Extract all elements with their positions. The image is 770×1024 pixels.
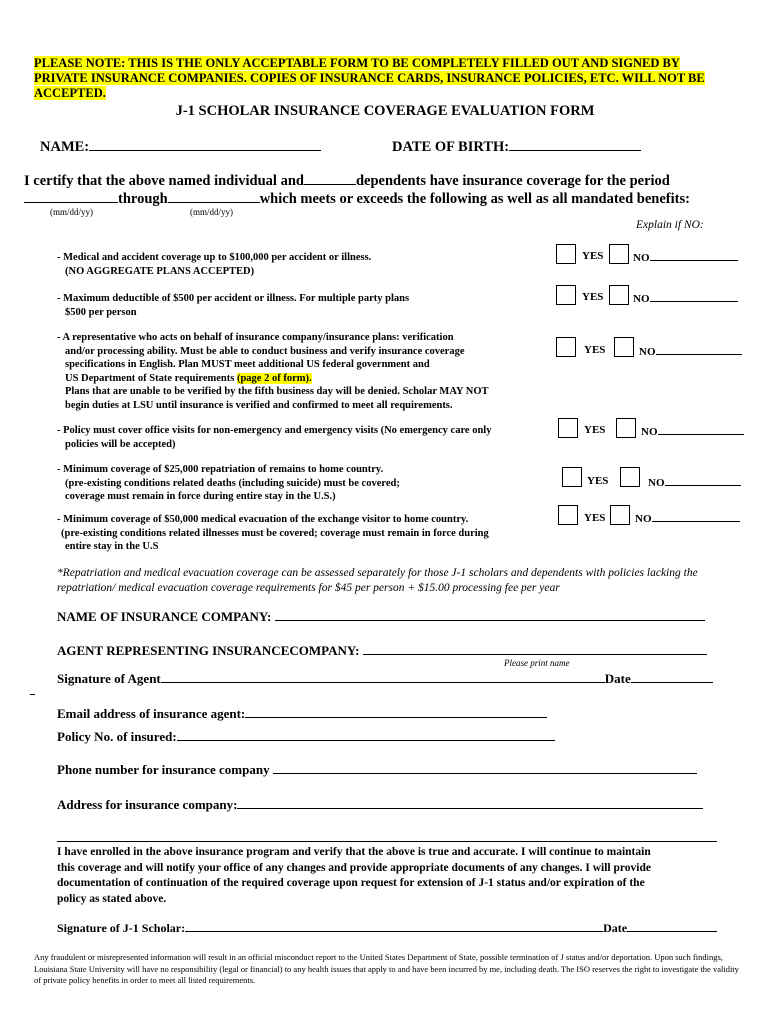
- no-checkbox-6[interactable]: [610, 505, 630, 525]
- policy-field[interactable]: [177, 729, 555, 741]
- address-row: [57, 797, 703, 813]
- yes-label: YES: [582, 250, 604, 262]
- agent-date-field[interactable]: [631, 671, 713, 683]
- policy-row: [57, 729, 555, 745]
- item-line: - Medical and accident coverage up to $100,000 per accident or illness.: [57, 252, 372, 263]
- yes-checkbox-1[interactable]: [556, 244, 576, 264]
- explain-label: Explain if NO:: [636, 219, 704, 231]
- explain-field-1[interactable]: [650, 250, 738, 261]
- item-line: - Minimum coverage of $50,000 medical evacuation of the exchange visitor to home country.: [57, 514, 469, 525]
- requirement-item-3: [57, 331, 537, 413]
- agent-field[interactable]: [363, 643, 707, 655]
- company-field[interactable]: [275, 609, 705, 621]
- dob-field[interactable]: [509, 138, 641, 151]
- yes-checkbox-6[interactable]: [558, 505, 578, 525]
- no-checkbox-2[interactable]: [609, 285, 629, 305]
- scholar-signature-field[interactable]: [185, 920, 603, 932]
- item-line: $500 per person: [65, 306, 137, 318]
- name-row: [40, 138, 321, 156]
- no-label: NO: [639, 346, 656, 358]
- item-line: - Policy must cover office visits for non-emergency and emergency visits (No emergency care only: [57, 425, 492, 436]
- requirement-item-6: [57, 513, 537, 554]
- scholar-date-label: Date: [603, 921, 628, 935]
- explain-field-6[interactable]: [652, 511, 740, 522]
- yes-label: YES: [582, 291, 604, 303]
- item-line: - Maximum deductible of $500 per accident or illness. For multiple party plans: [57, 293, 410, 304]
- yes-label: YES: [584, 512, 606, 524]
- item-line: entire stay in the U.S: [65, 541, 159, 553]
- agent-label: AGENT REPRESENTING INSURANCECOMPANY:: [57, 643, 360, 658]
- yes-checkbox-5[interactable]: [562, 467, 582, 487]
- no-row-5: [648, 475, 741, 489]
- date-hint-end: (mm/dd/yy): [190, 207, 233, 217]
- item-line: (pre-existing conditions related illnesses must be covered; coverage must remain in force during: [61, 527, 489, 539]
- company-row: [57, 609, 705, 625]
- item-line: (NO AGGREGATE PLANS ACCEPTED): [65, 265, 255, 277]
- agent-row: [57, 643, 707, 659]
- agent-signature-field[interactable]: [161, 671, 605, 683]
- scholar-signature-label: Signature of J-1 Scholar:: [57, 921, 186, 935]
- email-field[interactable]: [245, 706, 547, 718]
- no-row-4: [641, 424, 744, 438]
- requirement-item-5: [57, 463, 537, 504]
- no-label: NO: [648, 477, 665, 489]
- no-checkbox-1[interactable]: [609, 244, 629, 264]
- dob-row: [392, 138, 641, 156]
- dependents-count-field[interactable]: [304, 172, 356, 185]
- explain-field-3[interactable]: [656, 344, 742, 355]
- no-row-2: [633, 291, 738, 305]
- item-line: - Minimum coverage of $25,000 repatriation of remains to home country.: [57, 464, 384, 475]
- enrollment-statement: I have enrolled in the above insurance program and verify that the above is true and accurate. I will continue to maintain this coverage and will notify your office of any changes and provide appropriate documents of any changes. I will provide documentation of continuation of the required coverage upon request for extension of J-1 status and/or expiration of the policy as stated above.: [57, 846, 651, 905]
- phone-field[interactable]: [273, 762, 697, 774]
- page-2-highlight: (page 2 of form).: [236, 372, 312, 384]
- agent-signature-row: [57, 671, 713, 687]
- requirement-item-2: [57, 292, 537, 319]
- policy-label: Policy No. of insured:: [57, 729, 177, 744]
- no-row-1: [633, 250, 738, 264]
- no-row-3: [639, 344, 742, 358]
- stray-mark: [30, 694, 35, 695]
- explain-field-5[interactable]: [665, 475, 741, 486]
- yes-checkbox-4[interactable]: [558, 418, 578, 438]
- scholar-date-field[interactable]: [627, 920, 717, 932]
- phone-row: [57, 762, 697, 778]
- item-line: Plans that are unable to be verified by the fifth business day will be denied. Scholar MAY NOT: [65, 386, 489, 398]
- notice-text: PLEASE NOTE: THIS IS THE ONLY ACCEPTABLE FORM TO BE COMPLETELY FILLED OUT AND SIGNED BY PRIVATE INSURANCE COMPANIES. COPIES OF INSURANCE CARDS, INSURANCE POLICIES, ETC. WILL NOT BE ACCEPTED.: [34, 56, 705, 100]
- agent-signature-label: Signature of Agent: [57, 671, 161, 686]
- no-checkbox-5[interactable]: [620, 467, 640, 487]
- item-line: (pre-existing conditions related deaths (including suicide) must be covered;: [65, 477, 400, 489]
- email-label: Email address of insurance agent:: [57, 706, 246, 721]
- yes-checkbox-3[interactable]: [556, 337, 576, 357]
- item-line: begin duties at LSU until insurance is verified and confirmed to meet all requirements.: [65, 399, 453, 411]
- no-checkbox-3[interactable]: [614, 337, 634, 357]
- cert-text-4: which meets or exceeds the following as well as all mandated benefits:: [259, 191, 690, 207]
- no-label: NO: [633, 293, 650, 305]
- agent-date-label: Date: [604, 671, 631, 686]
- item-line: and/or processing ability. Must be able to conduct business and verify insurance coverage: [65, 345, 465, 357]
- no-label: NO: [641, 426, 658, 438]
- no-label: NO: [633, 252, 650, 264]
- item-line: - A representative who acts on behalf of insurance company/insurance plans: verification: [57, 332, 454, 343]
- phone-label: Phone number for insurance company: [57, 762, 270, 777]
- period-start-field[interactable]: [24, 190, 118, 203]
- cert-text-1: I certify that the above named individual and: [24, 173, 304, 189]
- form-title: J-1 SCHOLAR INSURANCE COVERAGE EVALUATION FORM: [175, 103, 595, 119]
- explain-field-2[interactable]: [650, 291, 738, 302]
- print-name-hint: Please print name: [504, 658, 570, 668]
- dob-label: DATE OF BIRTH:: [392, 139, 510, 155]
- item-line: policies will be accepted): [65, 438, 176, 450]
- yes-label: YES: [587, 475, 609, 487]
- footer-disclaimer: Any fraudulent or misrepresented information will result in an official misconduct report to the United States Department of State, possible termination of J status and/or deportation. Upon such findings, Louisiana State University will have no responsibility (legal or financial) to any health issues that apply to and have been incurred by me, including death. The ISO reserves the right to investigate the validity of private policy benefits in order to meet all listed requirements.: [34, 952, 739, 985]
- explain-field-4[interactable]: [658, 424, 744, 435]
- cert-text-3: through: [118, 191, 168, 207]
- address-field-line-2[interactable]: [57, 841, 717, 842]
- name-field[interactable]: [89, 138, 321, 151]
- certification: [24, 172, 690, 208]
- company-label: NAME OF INSURANCE COMPANY:: [57, 609, 272, 624]
- requirement-item-4: [57, 424, 537, 451]
- notice: [34, 56, 734, 101]
- yes-label: YES: [584, 424, 606, 436]
- address-field[interactable]: [237, 797, 703, 809]
- period-end-field[interactable]: [168, 190, 260, 203]
- date-hint-start: (mm/dd/yy): [50, 207, 93, 217]
- item-line: specifications in English. Plan MUST meet additional US federal government and: [65, 359, 430, 371]
- yes-checkbox-2[interactable]: [556, 285, 576, 305]
- item-line: US Department of State requirements: [65, 372, 237, 384]
- name-label: NAME:: [40, 139, 90, 155]
- no-checkbox-4[interactable]: [616, 418, 636, 438]
- address-label: Address for insurance company:: [57, 797, 238, 812]
- no-label: NO: [635, 513, 652, 525]
- yes-label: YES: [584, 344, 606, 356]
- requirement-item-1: [57, 251, 537, 278]
- cert-text-2: dependents have insurance coverage for the period: [355, 173, 670, 189]
- item-line: coverage must remain in force during entire stay in the U.S.): [65, 491, 336, 503]
- no-row-6: [635, 511, 740, 525]
- repatriation-note: *Repatriation and medical evacuation coverage can be assessed separately for those J-1 scholars and dependents with policies lacking the repatriation/ medical evacuation coverage requirements for $45 per person + $15.00 processing fee per year: [57, 567, 698, 594]
- scholar-signature-row: [57, 920, 717, 936]
- email-row: [57, 706, 547, 722]
